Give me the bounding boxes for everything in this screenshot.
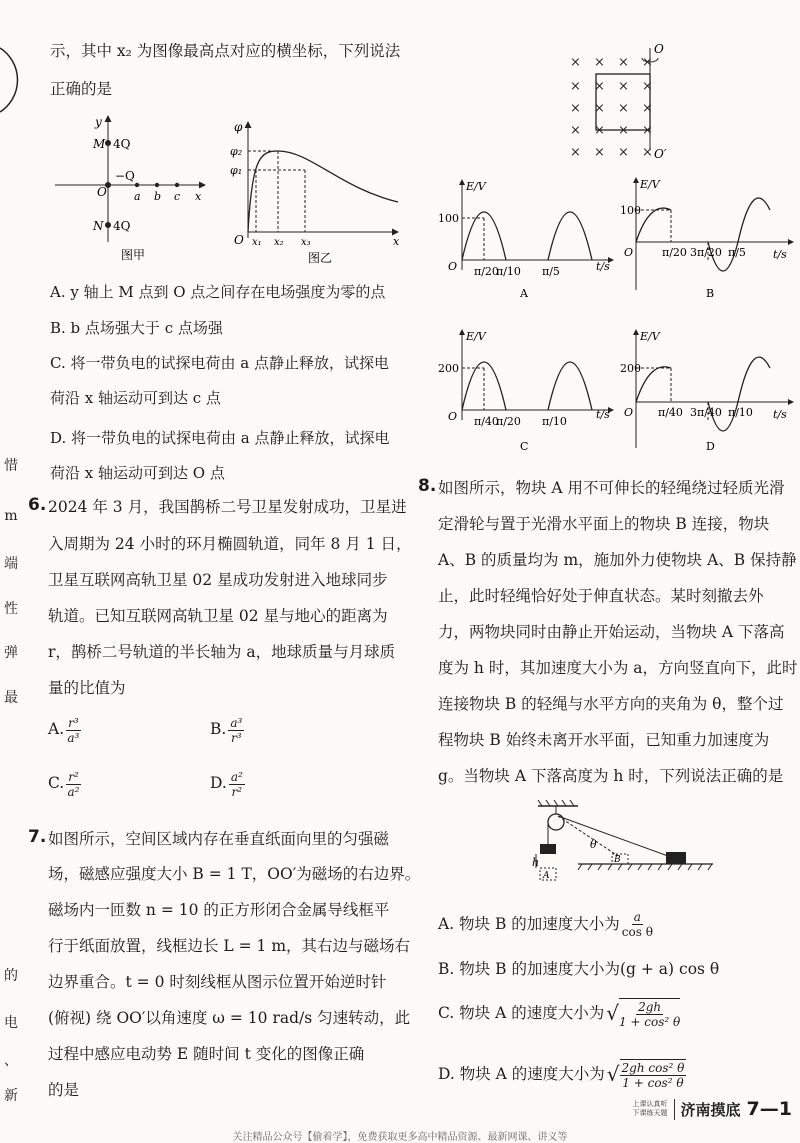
- svg-text:×: ×: [570, 79, 581, 94]
- svg-text:×: ×: [618, 79, 629, 94]
- svg-text:E/V: E/V: [466, 180, 486, 193]
- svg-text:t/s: t/s: [773, 408, 787, 421]
- fig-yi-caption: 图乙: [308, 251, 333, 265]
- graph-B: [620, 178, 793, 300]
- q6-line: 轨道。已知互联网高轨卫星 02 星与地心的距离为: [48, 607, 388, 625]
- svg-text:4Q: 4Q: [113, 219, 131, 233]
- q8-option-B: B. 物块 B 的加速度大小为(g + a) cos θ: [438, 960, 720, 978]
- point-a: [135, 183, 139, 187]
- charge-N: [105, 222, 111, 228]
- svg-text:b: b: [154, 190, 162, 203]
- q6-option-D: D. $\frac{\text{a²}}{\text{r²}}$: [210, 769, 243, 799]
- q8-line: 如图所示，物块 A 用不可伸长的轻绳绕过轻质光滑: [438, 479, 785, 497]
- q6-line: 量的比值为: [48, 679, 126, 697]
- svg-text:O: O: [97, 185, 107, 199]
- svg-text:O: O: [624, 406, 634, 419]
- svg-text:φ₁: φ₁: [230, 164, 243, 177]
- q6-option-A: A. $\frac{\text{r³}}{\text{a³}}$: [48, 715, 80, 745]
- svg-text:×: ×: [570, 55, 581, 70]
- footer-notice: 关注精品公众号【偷着学】，免费获取更多高中精品资源、最新网课、讲义等: [232, 1132, 568, 1143]
- svg-text:×: ×: [642, 55, 653, 70]
- q7-line: 行于纸面放置，线框边长 L = 1 m，其右边与磁场右: [48, 937, 411, 955]
- page-brand: [633, 1098, 792, 1120]
- svg-text:×: ×: [642, 145, 653, 160]
- edge-char: 性: [4, 601, 18, 617]
- q5-option-D-line1: D. 将一带负电的试探电荷由 a 点静止释放，试探电: [50, 429, 390, 447]
- graph-C: [438, 330, 613, 453]
- q5-intro-line2: 正确的是: [50, 80, 113, 98]
- block-B: [666, 852, 686, 864]
- q6-number: 6.: [28, 495, 47, 515]
- q7-number: 7.: [28, 827, 47, 847]
- svg-text:h: h: [532, 856, 540, 869]
- graph-D: [620, 330, 793, 453]
- edge-char: 端: [4, 556, 18, 572]
- svg-text:−Q: −Q: [115, 169, 135, 183]
- q8-line: 定滑轮与置于光滑水平面上的物块 B 连接，物块: [438, 515, 770, 533]
- svg-text:c: c: [174, 190, 181, 203]
- svg-text:×: ×: [594, 55, 605, 70]
- svg-text:×: ×: [594, 79, 605, 94]
- svg-text:×: ×: [642, 101, 653, 116]
- svg-text:x₂: x₂: [274, 237, 284, 248]
- svg-text:B: B: [706, 287, 715, 300]
- svg-text:θ: θ: [590, 838, 597, 851]
- edge-char: 惜: [4, 458, 18, 474]
- svg-text:×: ×: [642, 79, 653, 94]
- svg-text:π/10: π/10: [496, 265, 521, 278]
- q5-option-D-line2: 荷沿 x 轴运动可到达 O 点: [50, 464, 225, 482]
- svg-text:×: ×: [642, 123, 653, 138]
- q6-option-B: B. $\frac{\text{a³}}{\text{r³}}$: [210, 715, 243, 745]
- svg-text:O: O: [448, 410, 458, 423]
- q8-line: 程物块 B 始终未离开水平面，已知重力加速度为: [438, 731, 770, 749]
- svg-text:π/10: π/10: [728, 406, 753, 419]
- edge-char: 的: [4, 968, 18, 984]
- edge-char: 最: [4, 690, 18, 706]
- q7-line: 场，磁感应强度大小 B = 1 T，OO′为磁场的右边界。: [48, 865, 421, 883]
- svg-text:φ: φ: [234, 120, 243, 134]
- svg-text:×: ×: [618, 55, 629, 70]
- q7-line: 磁场内一匝数 n = 10 的正方形闭合金属导线框平: [48, 901, 390, 919]
- brand-name: 济南摸底: [674, 1099, 741, 1120]
- svg-text:A: A: [520, 287, 528, 300]
- svg-text:×: ×: [618, 123, 629, 138]
- q8-number: 8.: [418, 476, 437, 496]
- q8-option-A: A. 物块 B 的加速度大小为 $\frac{a}{\text{cos θ}}$: [438, 909, 653, 939]
- svg-text:100: 100: [620, 204, 641, 217]
- q6-line: 入周期为 24 小时的环月椭圆轨道，同年 8 月 1 日，: [48, 535, 412, 553]
- svg-text:×: ×: [570, 145, 581, 160]
- svg-text:×: ×: [594, 145, 605, 160]
- point-b: [155, 183, 159, 187]
- svg-text:π/5: π/5: [542, 265, 560, 278]
- svg-text:O: O: [448, 260, 458, 273]
- q8-line: A、B 的质量均为 m，施加外力使物块 A、B 保持静: [438, 551, 797, 569]
- svg-text:3π/20: 3π/20: [690, 246, 722, 259]
- svg-text:π/10: π/10: [542, 415, 567, 428]
- q7-line: 边界重合。t = 0 时刻线框从图示位置开始逆时针: [48, 973, 387, 991]
- svg-text:×: ×: [618, 145, 629, 160]
- svg-text:O: O: [654, 42, 664, 56]
- svg-text:π/40: π/40: [474, 415, 499, 428]
- svg-text:E/V: E/V: [466, 330, 486, 343]
- svg-text:4Q: 4Q: [113, 137, 131, 151]
- svg-text:x: x: [195, 190, 202, 203]
- pulley: [548, 814, 564, 830]
- edge-char: 新: [4, 1088, 18, 1104]
- block-A: [540, 844, 556, 854]
- charge-M: [105, 140, 111, 146]
- q6-line: r，鹊桥二号轨道的半长轴为 a，地球质量与月球质: [48, 643, 396, 661]
- svg-text:φ₂: φ₂: [230, 145, 243, 158]
- svg-text:×: ×: [594, 123, 605, 138]
- q6-option-C: C. $\frac{\text{r²}}{\text{a²}}$: [48, 769, 80, 799]
- q8-line: g。当物块 A 下落高度为 h 时，下列说法正确的是: [438, 767, 784, 785]
- q6-line: 2024 年 3 月，我国鹊桥二号卫星发射成功，卫星进: [48, 498, 407, 516]
- svg-text:C: C: [520, 440, 529, 453]
- svg-text:x₁: x₁: [252, 237, 262, 248]
- svg-text:B: B: [614, 855, 621, 865]
- q8-line: 度为 h 时，其加速度大小为 a，方向竖直向下，此时: [438, 659, 798, 677]
- svg-text:a: a: [134, 190, 141, 203]
- edge-char: 电: [4, 1015, 18, 1031]
- svg-text:t/s: t/s: [596, 408, 610, 421]
- svg-text:π/20: π/20: [662, 246, 687, 259]
- binding-circle: [0, 40, 24, 120]
- q5-option-C-line2: 荷沿 x 轴运动可到达 c 点: [50, 389, 221, 407]
- q7-line: 的是: [48, 1081, 80, 1099]
- edge-char: 、: [4, 1053, 18, 1069]
- svg-text:×: ×: [570, 101, 581, 116]
- q5-option-A: A. y 轴上 M 点到 O 点之间存在电场强度为零的点: [50, 283, 386, 301]
- figure-yi: [230, 118, 408, 270]
- svg-text:O: O: [234, 233, 244, 247]
- q8-line: 连接物块 B 的轻绳与水平方向的夹角为 θ，整个过: [438, 695, 784, 713]
- page-number: 7—1: [746, 1098, 792, 1120]
- svg-text:×: ×: [594, 101, 605, 116]
- q8-option-C: C. 物块 A 的速度大小为 √ $\frac{2gh}{\text{1 + cos² θ}}$: [438, 999, 681, 1029]
- svg-text:×: ×: [618, 101, 629, 116]
- svg-text:t/s: t/s: [773, 248, 787, 261]
- svg-text:D: D: [706, 440, 715, 453]
- field-figure: [568, 42, 668, 162]
- q8-option-D: D. 物块 A 的速度大小为 √ $\frac{\text{2gh cos² θ}}{\text{1 + cos² θ}}$: [438, 1060, 685, 1090]
- q8-line: 力，两物块同时由静止开始运动，当物块 A 下落高: [438, 623, 785, 641]
- q5-option-B: B. b 点场强大于 c 点场强: [50, 319, 223, 337]
- svg-text:π/20: π/20: [496, 415, 521, 428]
- svg-text:π/5: π/5: [728, 246, 746, 259]
- svg-text:t/s: t/s: [596, 260, 610, 273]
- svg-text:π/20: π/20: [474, 265, 499, 278]
- svg-text:O′: O′: [654, 147, 667, 161]
- svg-text:x: x: [393, 235, 400, 248]
- q7-line: 过程中感应电动势 E 随时间 t 变化的图像正确: [48, 1045, 365, 1063]
- q6-line: 卫星互联网高轨卫星 02 星成功发射进入地球同步: [48, 571, 388, 589]
- svg-text:N: N: [93, 219, 104, 233]
- svg-text:3π/40: 3π/40: [690, 406, 722, 419]
- fig-jia-caption: 图甲: [121, 248, 146, 262]
- q7-graphs: [428, 170, 798, 460]
- q7-line: (俯视) 绕 OO′以角速度 ω = 10 rad/s 匀速转动，此: [48, 1009, 411, 1027]
- q5-option-C-line1: C. 将一带负电的试探电荷由 a 点静止释放，试探电: [50, 354, 389, 372]
- edge-char: m: [4, 508, 18, 524]
- q8-line: 止，此时轻绳恰好处于伸直状态。某时刻撤去外: [438, 587, 764, 605]
- svg-text:200: 200: [438, 362, 459, 375]
- svg-text:π/40: π/40: [658, 406, 683, 419]
- q5-intro-line1: 示，其中 x₂ 为图像最高点对应的横坐标，下列说法: [50, 42, 401, 60]
- figure-jia: [55, 112, 215, 270]
- point-c: [175, 183, 179, 187]
- svg-text:E/V: E/V: [640, 178, 660, 191]
- q7-line: 如图所示，空间区域内存在垂直纸面向里的匀强磁: [48, 830, 390, 848]
- brand-slogan: 上课认真听 下课练天题: [632, 1100, 668, 1117]
- graph-A: [438, 180, 613, 300]
- pulley-figure: [518, 800, 718, 900]
- edge-char: 弹: [4, 645, 18, 661]
- svg-text:M: M: [93, 137, 106, 151]
- svg-text:E/V: E/V: [640, 330, 660, 343]
- svg-text:100: 100: [438, 212, 459, 225]
- svg-text:A: A: [543, 871, 550, 881]
- svg-text:200: 200: [620, 362, 641, 375]
- svg-text:x₃: x₃: [301, 237, 311, 248]
- svg-text:×: ×: [570, 123, 581, 138]
- svg-text:y: y: [95, 115, 102, 129]
- svg-text:O: O: [624, 246, 634, 259]
